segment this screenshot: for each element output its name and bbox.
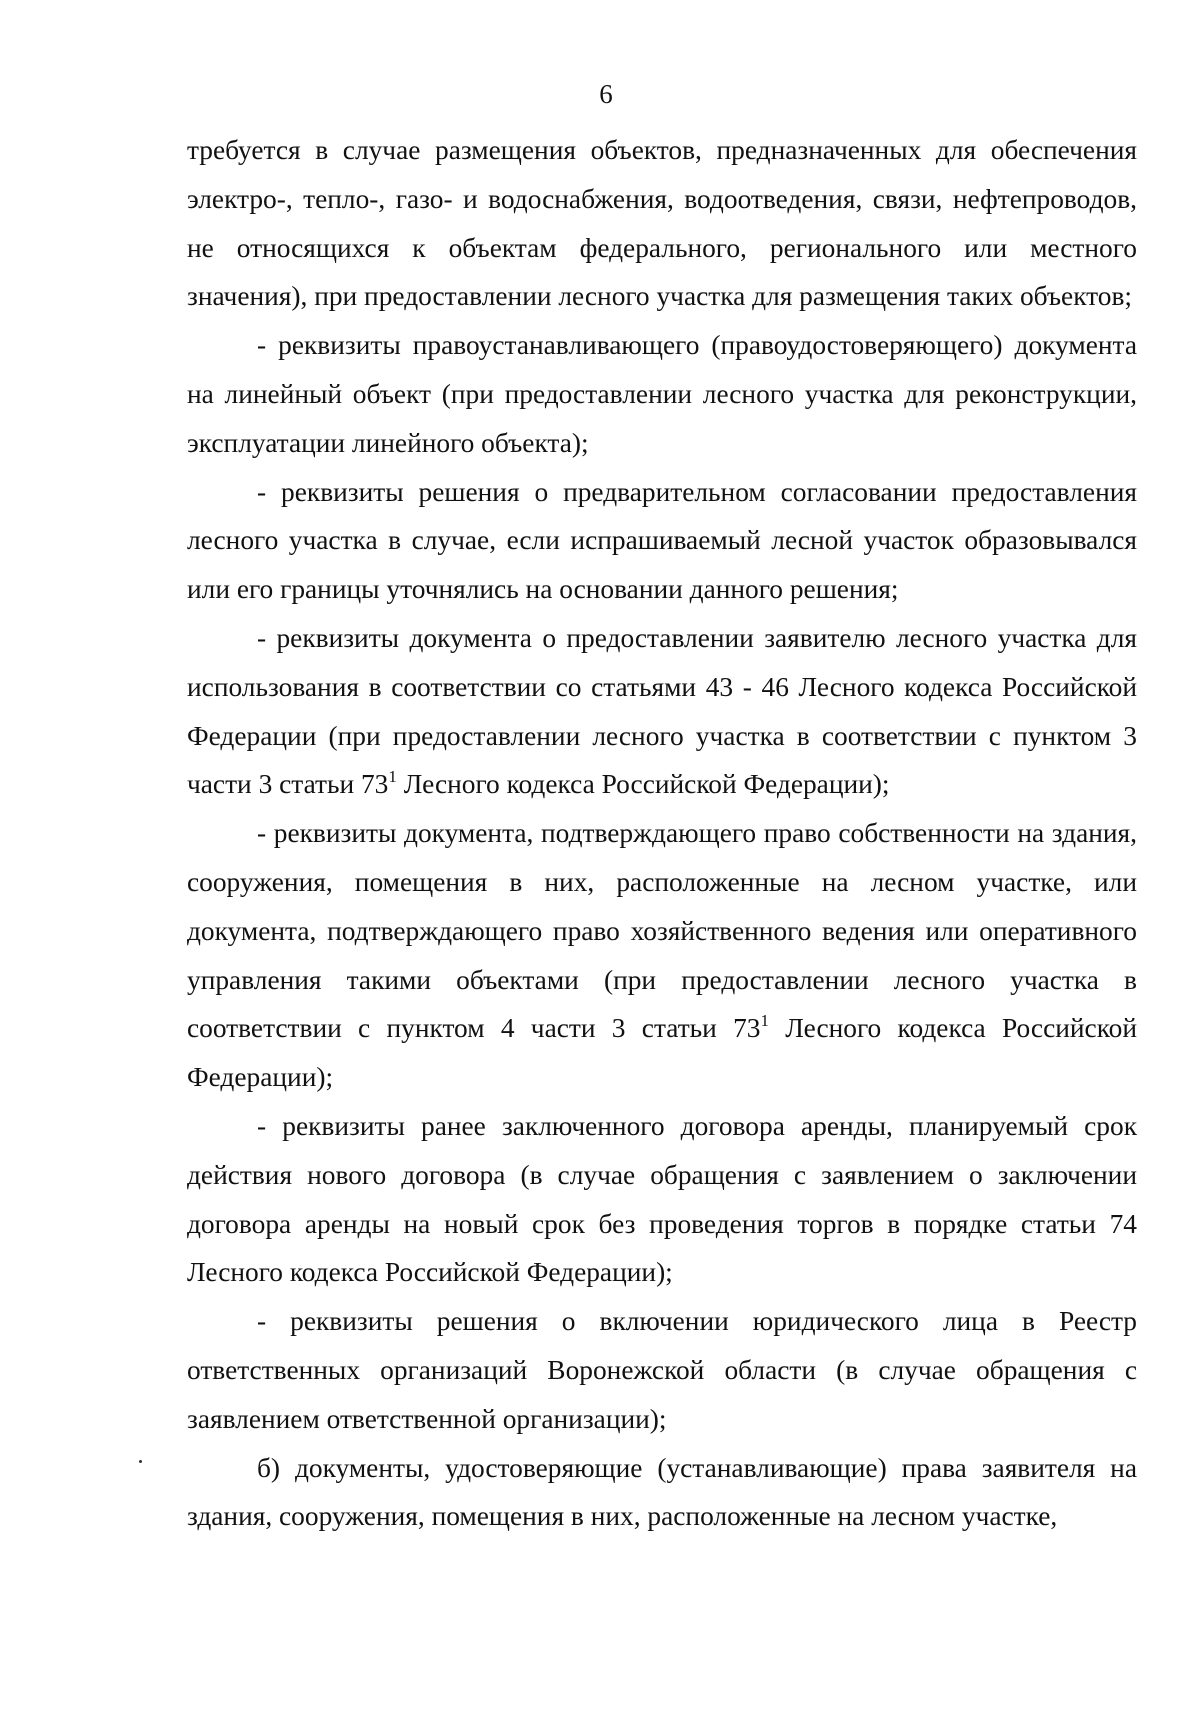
- superscript: 1: [388, 767, 397, 787]
- paragraph-text: - реквизиты документа о предоставлении заявителю лесного участка для использования в соответствии со статьями 43 - 46 Лесного кодекса Российской Федерации (при предоставлении лесного участка в соответствии с пунктом 3 части 3 статьи 73: [187, 622, 1137, 800]
- paragraph-preliminary-approval-details: - реквизиты решения о предварительном согласовании предоставления лесного участка в случае, если испрашиваемый лесной участок образовывался или его границы уточнялись на основании данного решения;: [187, 476, 1137, 605]
- page-number: 6: [599, 79, 613, 109]
- paragraph-prior-plot-document-details: [187, 614, 1137, 809]
- scan-speck: [139, 1460, 142, 1463]
- paragraph-ownership-document-details: [187, 809, 1137, 1102]
- paragraph-b-documents: б) документы, удостоверяющие (устанавливающие) права заявителя на здания, сооружения, помещения в них, расположенные на лесном участке,: [187, 1452, 1137, 1532]
- paragraph-continuation: требуется в случае размещения объектов, предназначенных для обеспечения электро-, тепло-, газо- и водоснабжения, водоотведения, связи, нефтепроводов, не относящихся к объектам федерального, регионального или местного значения), при предоставлении лесного участка для размещения таких объектов;: [187, 135, 1137, 312]
- paragraph-text: - реквизиты документа, подтверждающего право собственности на здания, сооружения, помещения в них, расположенные на лесном участке, или документа, подтверждающего право хозяйственного ведения или оперативного управления такими объектами (при предоставлении лесного участка в соответствии с пунктом 4 части 3 статьи 73: [187, 818, 1137, 1044]
- paragraph-lease-agreement-details: - реквизиты ранее заключенного договора аренды, планируемый срок действия нового договора (в случае обращения с заявлением о заключении договора аренды на новый срок без проведения торгов в порядке статьи 74 Лесного кодекса Российской Федерации);: [187, 1110, 1137, 1288]
- paragraph-registry-decision-details: - реквизиты решения о включении юридического лица в Реестр ответственных организаций Воронежской области (в случае обращения с заявлением ответственной организации);: [187, 1306, 1137, 1434]
- paragraph-linear-object-details: - реквизиты правоустанавливающего (правоудостоверяющего) документа на линейный объект (при предоставлении лесного участка для реконструкции, эксплуатации линейного объекта);: [187, 330, 1137, 458]
- superscript: 1: [760, 1011, 769, 1031]
- document-body: [187, 126, 1137, 1541]
- paragraph-text: Лесного кодекса Российской Федерации);: [396, 769, 890, 800]
- paragraph-text: Лесного кодекса Российской Федерации);: [187, 1013, 1137, 1093]
